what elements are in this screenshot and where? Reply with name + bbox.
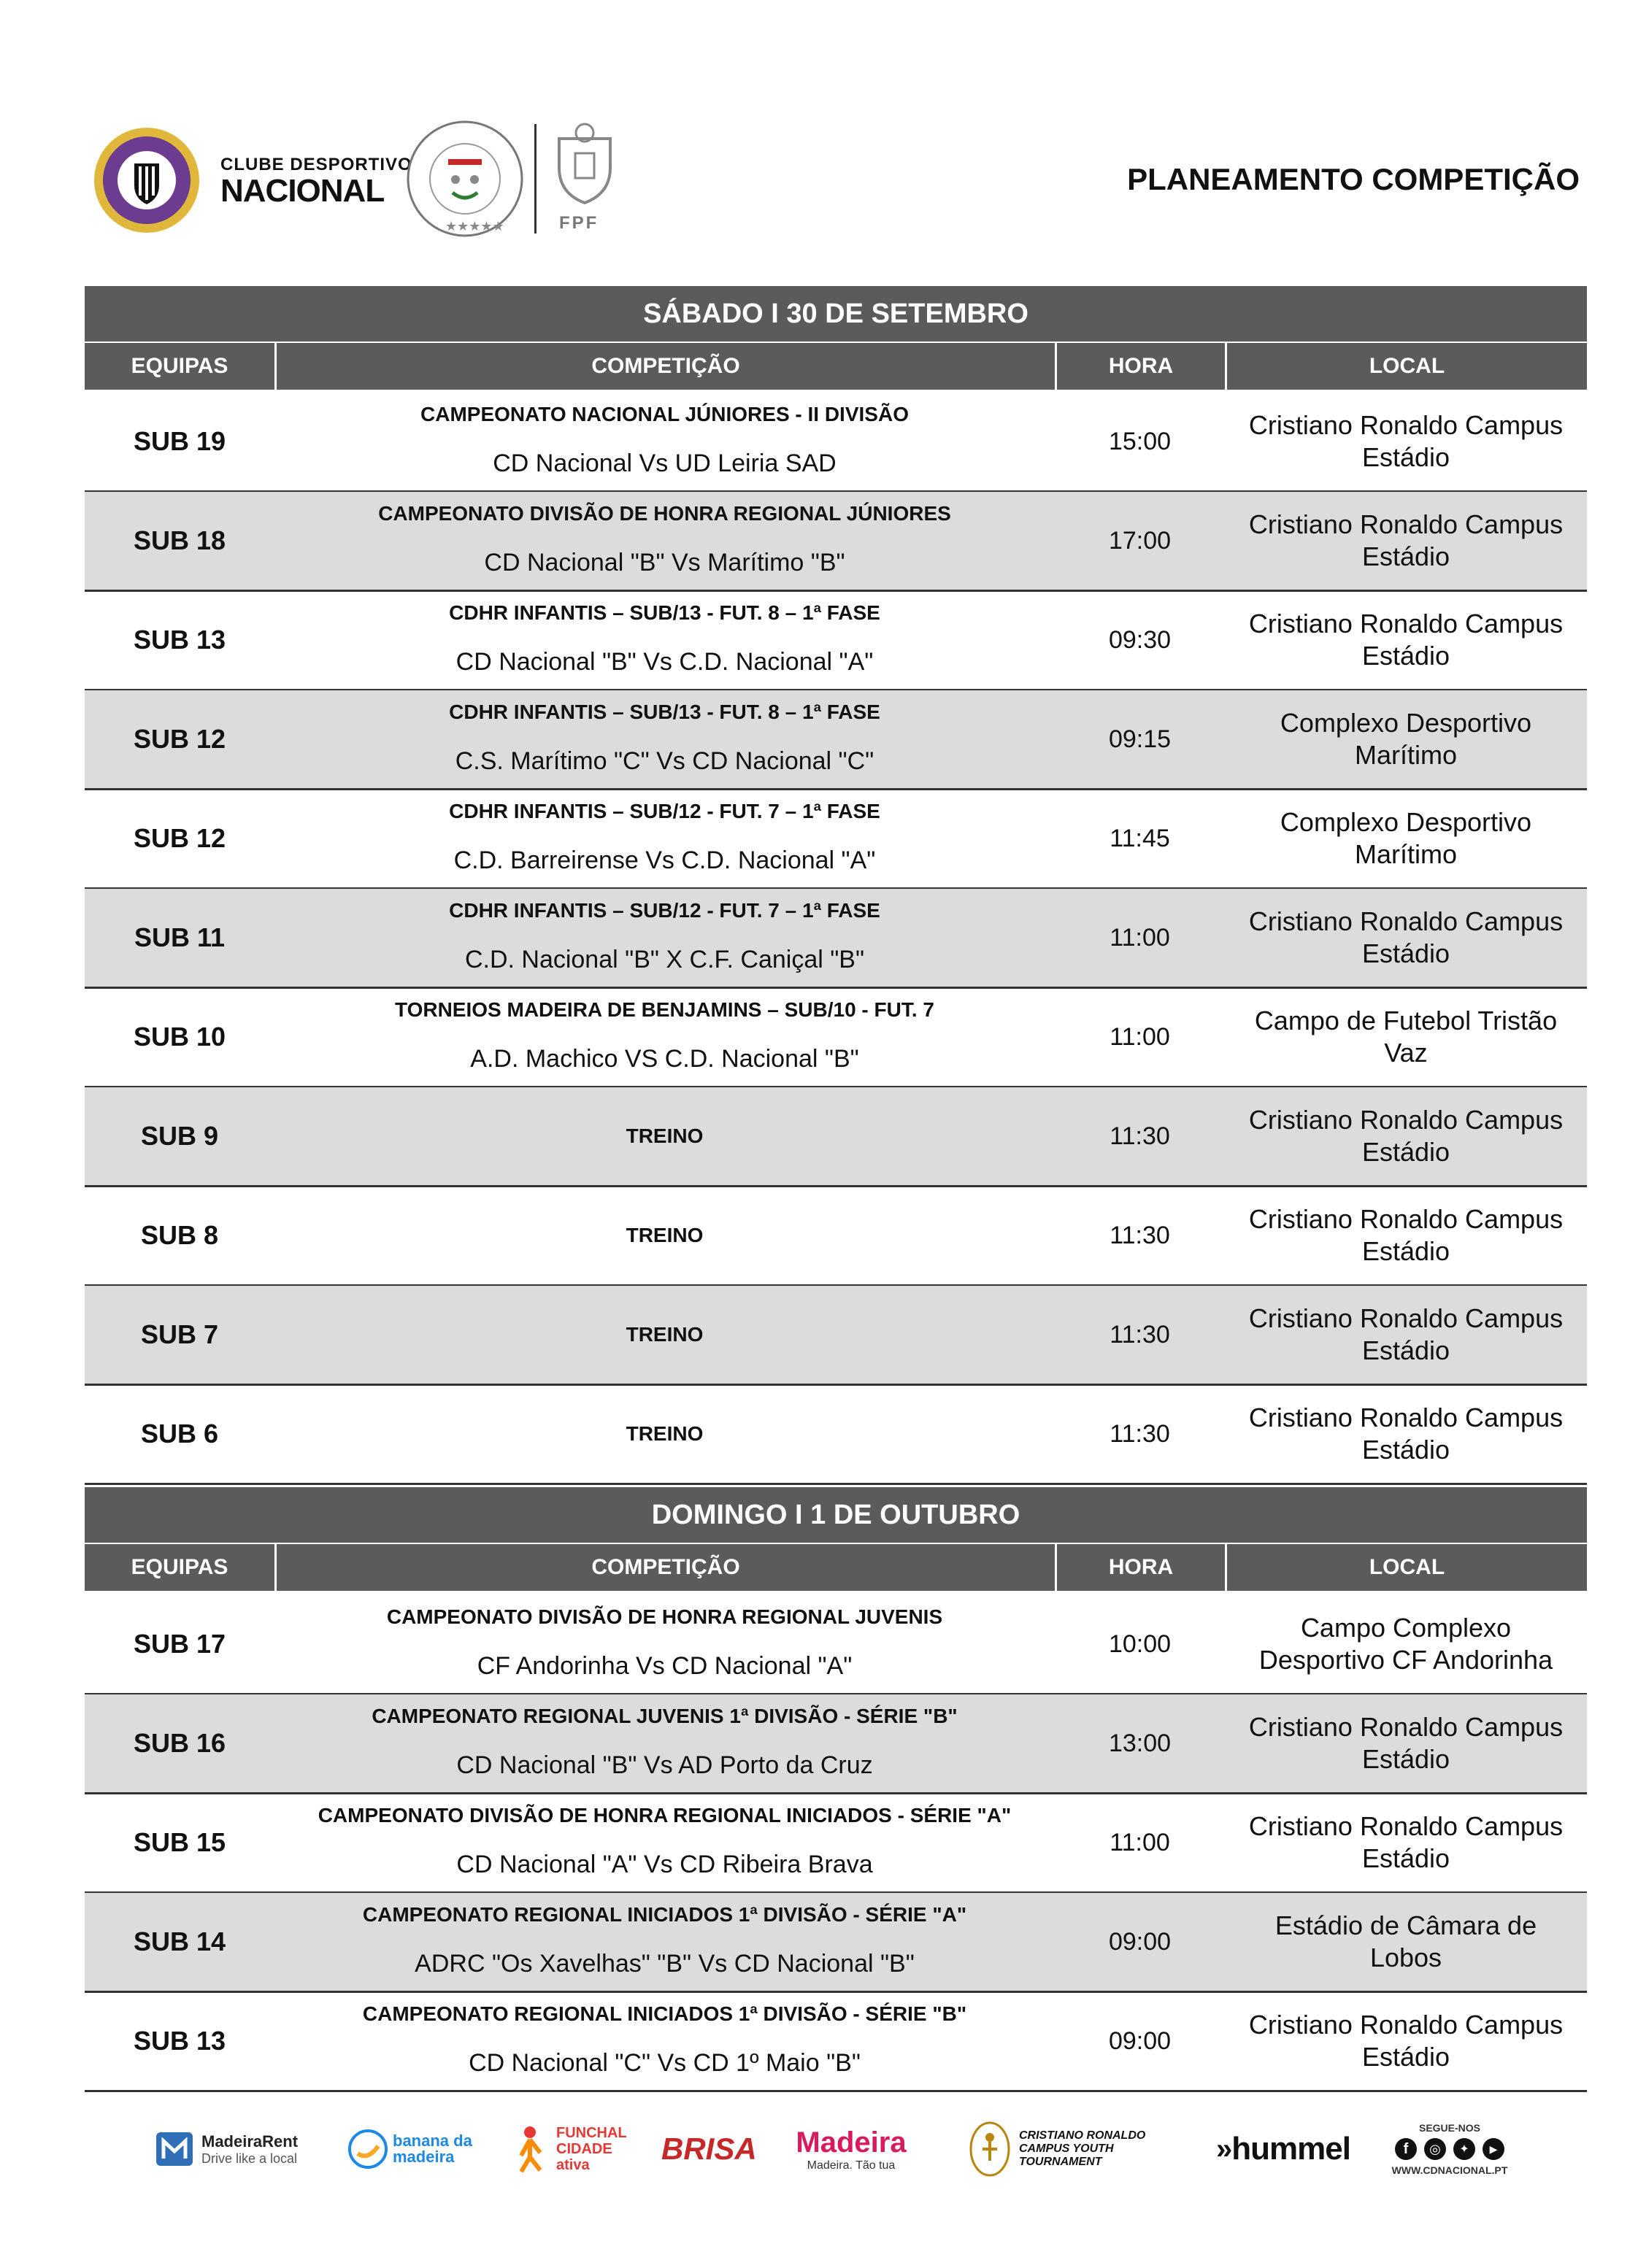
venue-cell: Cristiano Ronaldo Campus Estádio [1248, 410, 1564, 472]
certification-seal-icon [403, 117, 527, 241]
team-cell: SUB 12 [133, 724, 226, 754]
instagram-icon[interactable]: ◎ [1424, 2138, 1446, 2160]
table-row [85, 1187, 1587, 1287]
header-divider [534, 124, 537, 234]
competition-cell [274, 1694, 1055, 1792]
table-row [85, 1992, 1587, 2092]
banana-logo-icon [347, 2129, 388, 2169]
competition-name: CAMPEONATO DIVISÃO DE HONRA REGIONAL INICIADOS - SÉRIE "A" [318, 1804, 1012, 1827]
match-teams: CD Nacional "B" Vs Marítimo "B" [484, 549, 845, 576]
team-cell: SUB 19 [133, 426, 226, 456]
venue-cell: Campo Complexo Desportivo CF Andorinha [1258, 1613, 1553, 1675]
time-cell: 13:00 [1108, 1729, 1172, 1757]
competition-cell [274, 1794, 1055, 1891]
competition-cell [274, 1595, 1055, 1693]
facebook-icon[interactable]: f [1395, 2138, 1417, 2160]
venue-cell: Campo de Futebol Tristão Vaz [1254, 1006, 1558, 1068]
competition-cell: TREINO [626, 1422, 704, 1445]
table-row [85, 1595, 1587, 1695]
competition-cell: TREINO [626, 1224, 704, 1246]
sponsor-hummel: » hummel [1216, 2131, 1350, 2167]
table-row [85, 393, 1587, 493]
match-teams: CD Nacional "C" Vs CD 1º Maio "B" [469, 2049, 861, 2077]
time-cell: 11:00 [1110, 1022, 1170, 1051]
cr-campus-emblem-icon [968, 2120, 1012, 2178]
sponsor-brisa: BRISA [661, 2132, 757, 2166]
team-cell: SUB 8 [140, 1220, 219, 1250]
venue-cell: Cristiano Ronaldo Campus Estádio [1248, 2010, 1564, 2072]
table-row [85, 1087, 1587, 1187]
sponsor-madeirarent: MadeiraRent Drive like a local [155, 2109, 323, 2189]
time-cell: 17:00 [1108, 526, 1172, 555]
venue-cell: Complexo Desportivo Marítimo [1280, 807, 1532, 869]
team-cell: SUB 11 [134, 922, 226, 952]
time-cell: 09:15 [1108, 725, 1172, 753]
table-row [85, 690, 1587, 790]
table-row [85, 790, 1587, 890]
competition-cell [274, 988, 1055, 1086]
team-cell: SUB 14 [133, 1926, 226, 1956]
table-row [85, 1385, 1587, 1485]
funchal-figure-icon [508, 2124, 552, 2175]
table-row [85, 988, 1587, 1088]
competition-name: TORNEIOS MADEIRA DE BENJAMINS – SUB/10 - FUT. 7 [394, 998, 934, 1021]
fpf-shield-icon [545, 117, 625, 212]
competition-name: CAMPEONATO DIVISÃO DE HONRA REGIONAL JÚNIORES [378, 502, 951, 525]
time-cell: 11:00 [1110, 1828, 1170, 1856]
team-cell: SUB 18 [133, 525, 226, 555]
time-cell: 15:00 [1108, 427, 1172, 455]
svg-text:★★★★★: ★★★★★ [445, 219, 504, 234]
hummel-chevron-icon: » [1216, 2132, 1232, 2165]
venue-cell: Cristiano Ronaldo Campus Estádio [1248, 1811, 1564, 1873]
column-header-time: HORA [1057, 1544, 1227, 1591]
team-cell: SUB 7 [140, 1319, 219, 1349]
venue-cell: Cristiano Ronaldo Campus Estádio [1248, 1712, 1564, 1774]
club-name: CLUBE DESPORTIVO NACIONAL [220, 155, 412, 209]
sponsors-footer [85, 2109, 1588, 2196]
website-link[interactable]: WWW.CDNACIONAL.PT [1391, 2164, 1508, 2176]
fpf-logo: FPF [545, 117, 625, 241]
competition-cell [274, 492, 1055, 590]
competition-cell: TREINO [626, 1125, 704, 1147]
sponsor-cr-campus: CRISTIANO RONALDO CAMPUS YOUTH TOURNAMENT [968, 2109, 1187, 2189]
team-cell: SUB 10 [133, 1022, 226, 1052]
venue-cell: Complexo Desportivo Marítimo [1280, 708, 1532, 770]
competition-name: CAMPEONATO REGIONAL INICIADOS 1ª DIVISÃO - SÉRIE "B" [362, 2002, 967, 2025]
sponsor-banana-da-madeira: banana da madeira [347, 2109, 486, 2189]
time-cell: 11:00 [1110, 923, 1170, 952]
competition-cell: TREINO [626, 1323, 704, 1346]
venue-cell: Cristiano Ronaldo Campus Estádio [1248, 609, 1564, 671]
column-header-competition: COMPETIÇÃO [277, 343, 1057, 390]
match-teams: CD Nacional "B" Vs C.D. Nacional "A" [455, 648, 874, 676]
team-cell: SUB 13 [133, 2026, 226, 2056]
column-header-team: EQUIPAS [85, 343, 277, 390]
match-teams: CD Nacional Vs UD Leiria SAD [493, 450, 837, 477]
team-cell: SUB 12 [133, 823, 226, 853]
sponsor-madeira: Madeira Madeira. Tão tua [796, 2126, 907, 2172]
competition-name: CAMPEONATO NACIONAL JÚNIORES - II DIVISÃO [420, 403, 909, 425]
time-cell: 09:30 [1108, 625, 1172, 654]
venue-cell: Cristiano Ronaldo Campus Estádio [1248, 1105, 1564, 1167]
column-header-time: HORA [1057, 343, 1227, 390]
table-row [85, 1794, 1587, 1894]
day-header-sunday: DOMINGO I 1 DE OUTUBRO [85, 1487, 1587, 1543]
column-header-row [85, 1544, 1587, 1591]
time-cell: 11:30 [1110, 1419, 1170, 1448]
competition-name: CDHR INFANTIS – SUB/13 - FUT. 8 – 1ª FASE [449, 601, 880, 624]
time-cell: 11:45 [1110, 824, 1170, 852]
table-row [85, 1286, 1587, 1386]
competition-name: CAMPEONATO DIVISÃO DE HONRA REGIONAL JUVENIS [386, 1605, 943, 1628]
match-teams: A.D. Machico VS C.D. Nacional "B" [470, 1045, 859, 1073]
team-cell: SUB 17 [133, 1629, 226, 1659]
team-cell: SUB 15 [133, 1827, 226, 1857]
venue-cell: Cristiano Ronaldo Campus Estádio [1248, 1303, 1564, 1365]
team-cell: SUB 9 [140, 1121, 219, 1151]
table-row [85, 889, 1587, 989]
time-cell: 11:30 [1110, 1122, 1170, 1150]
match-teams: C.S. Marítimo "C" Vs CD Nacional "C" [455, 747, 874, 775]
competition-name: CAMPEONATO REGIONAL JUVENIS 1ª DIVISÃO - SÉRIE "B" [372, 1705, 958, 1727]
twitter-icon[interactable]: ✦ [1453, 2138, 1475, 2160]
venue-cell: Cristiano Ronaldo Campus Estádio [1248, 1204, 1564, 1266]
match-teams: C.D. Barreirense Vs C.D. Nacional "A" [453, 846, 876, 874]
competition-cell [274, 591, 1055, 689]
column-header-venue: LOCAL [1369, 1555, 1445, 1579]
day-header-saturday: SÁBADO I 30 DE SETEMBRO [85, 286, 1587, 342]
time-cell: 10:00 [1108, 1629, 1172, 1658]
venue-cell: Cristiano Ronaldo Campus Estádio [1248, 509, 1564, 571]
competition-cell [274, 790, 1055, 887]
column-header-venue: LOCAL [1369, 354, 1445, 378]
column-header-team: EQUIPAS [85, 1544, 277, 1591]
social-links: SEGUE-NOS f ◎ ✦ ▶ WWW.CDNACIONAL.PT [1391, 2122, 1508, 2176]
table-row [85, 492, 1587, 592]
match-teams: C.D. Nacional "B" X C.F. Caniçal "B" [464, 946, 865, 973]
club-crest-icon [92, 126, 201, 235]
time-cell: 09:00 [1108, 2026, 1172, 2055]
madeirarent-logo-icon [155, 2131, 194, 2167]
table-row [85, 591, 1587, 691]
match-teams: CF Andorinha Vs CD Nacional "A" [477, 1652, 853, 1680]
competition-cell [274, 889, 1055, 987]
sponsor-funchal-cidade-ativa: FUNCHAL CIDADE ativa [508, 2109, 639, 2189]
team-cell: SUB 16 [133, 1728, 226, 1758]
match-teams: CD Nacional "A" Vs CD Ribeira Brava [456, 1851, 873, 1878]
table-row [85, 1893, 1587, 1993]
competition-cell [274, 690, 1055, 788]
competition-name: CDHR INFANTIS – SUB/13 - FUT. 8 – 1ª FASE [449, 701, 880, 723]
competition-name: CAMPEONATO REGIONAL INICIADOS 1ª DIVISÃO - SÉRIE "A" [362, 1903, 967, 1926]
competition-cell [274, 1992, 1055, 2090]
time-cell: 11:30 [1110, 1320, 1170, 1349]
competition-name: CDHR INFANTIS – SUB/12 - FUT. 7 – 1ª FASE [449, 899, 880, 922]
time-cell: 11:30 [1110, 1221, 1170, 1249]
youtube-icon[interactable]: ▶ [1483, 2138, 1504, 2160]
venue-cell: Cristiano Ronaldo Campus Estádio [1248, 906, 1564, 968]
table-row [85, 1694, 1587, 1794]
match-teams: ADRC "Os Xavelhas" "B" Vs CD Nacional "B" [415, 1950, 915, 1978]
competition-name: CDHR INFANTIS – SUB/12 - FUT. 7 – 1ª FASE [449, 800, 880, 822]
time-cell: 09:00 [1108, 1927, 1172, 1956]
match-teams: CD Nacional "B" Vs AD Porto da Cruz [456, 1751, 873, 1779]
venue-cell: Cristiano Ronaldo Campus Estádio [1248, 1403, 1564, 1465]
column-header-row [85, 343, 1587, 390]
column-header-competition: COMPETIÇÃO [277, 1544, 1057, 1591]
team-cell: SUB 13 [133, 625, 226, 655]
competition-cell [274, 1893, 1055, 1991]
venue-cell: Estádio de Câmara de Lobos [1274, 1910, 1537, 1972]
page-title: PLANEAMENTO COMPETIÇÃO [1127, 162, 1580, 196]
team-cell: SUB 6 [140, 1419, 219, 1449]
competition-cell [274, 393, 1055, 490]
